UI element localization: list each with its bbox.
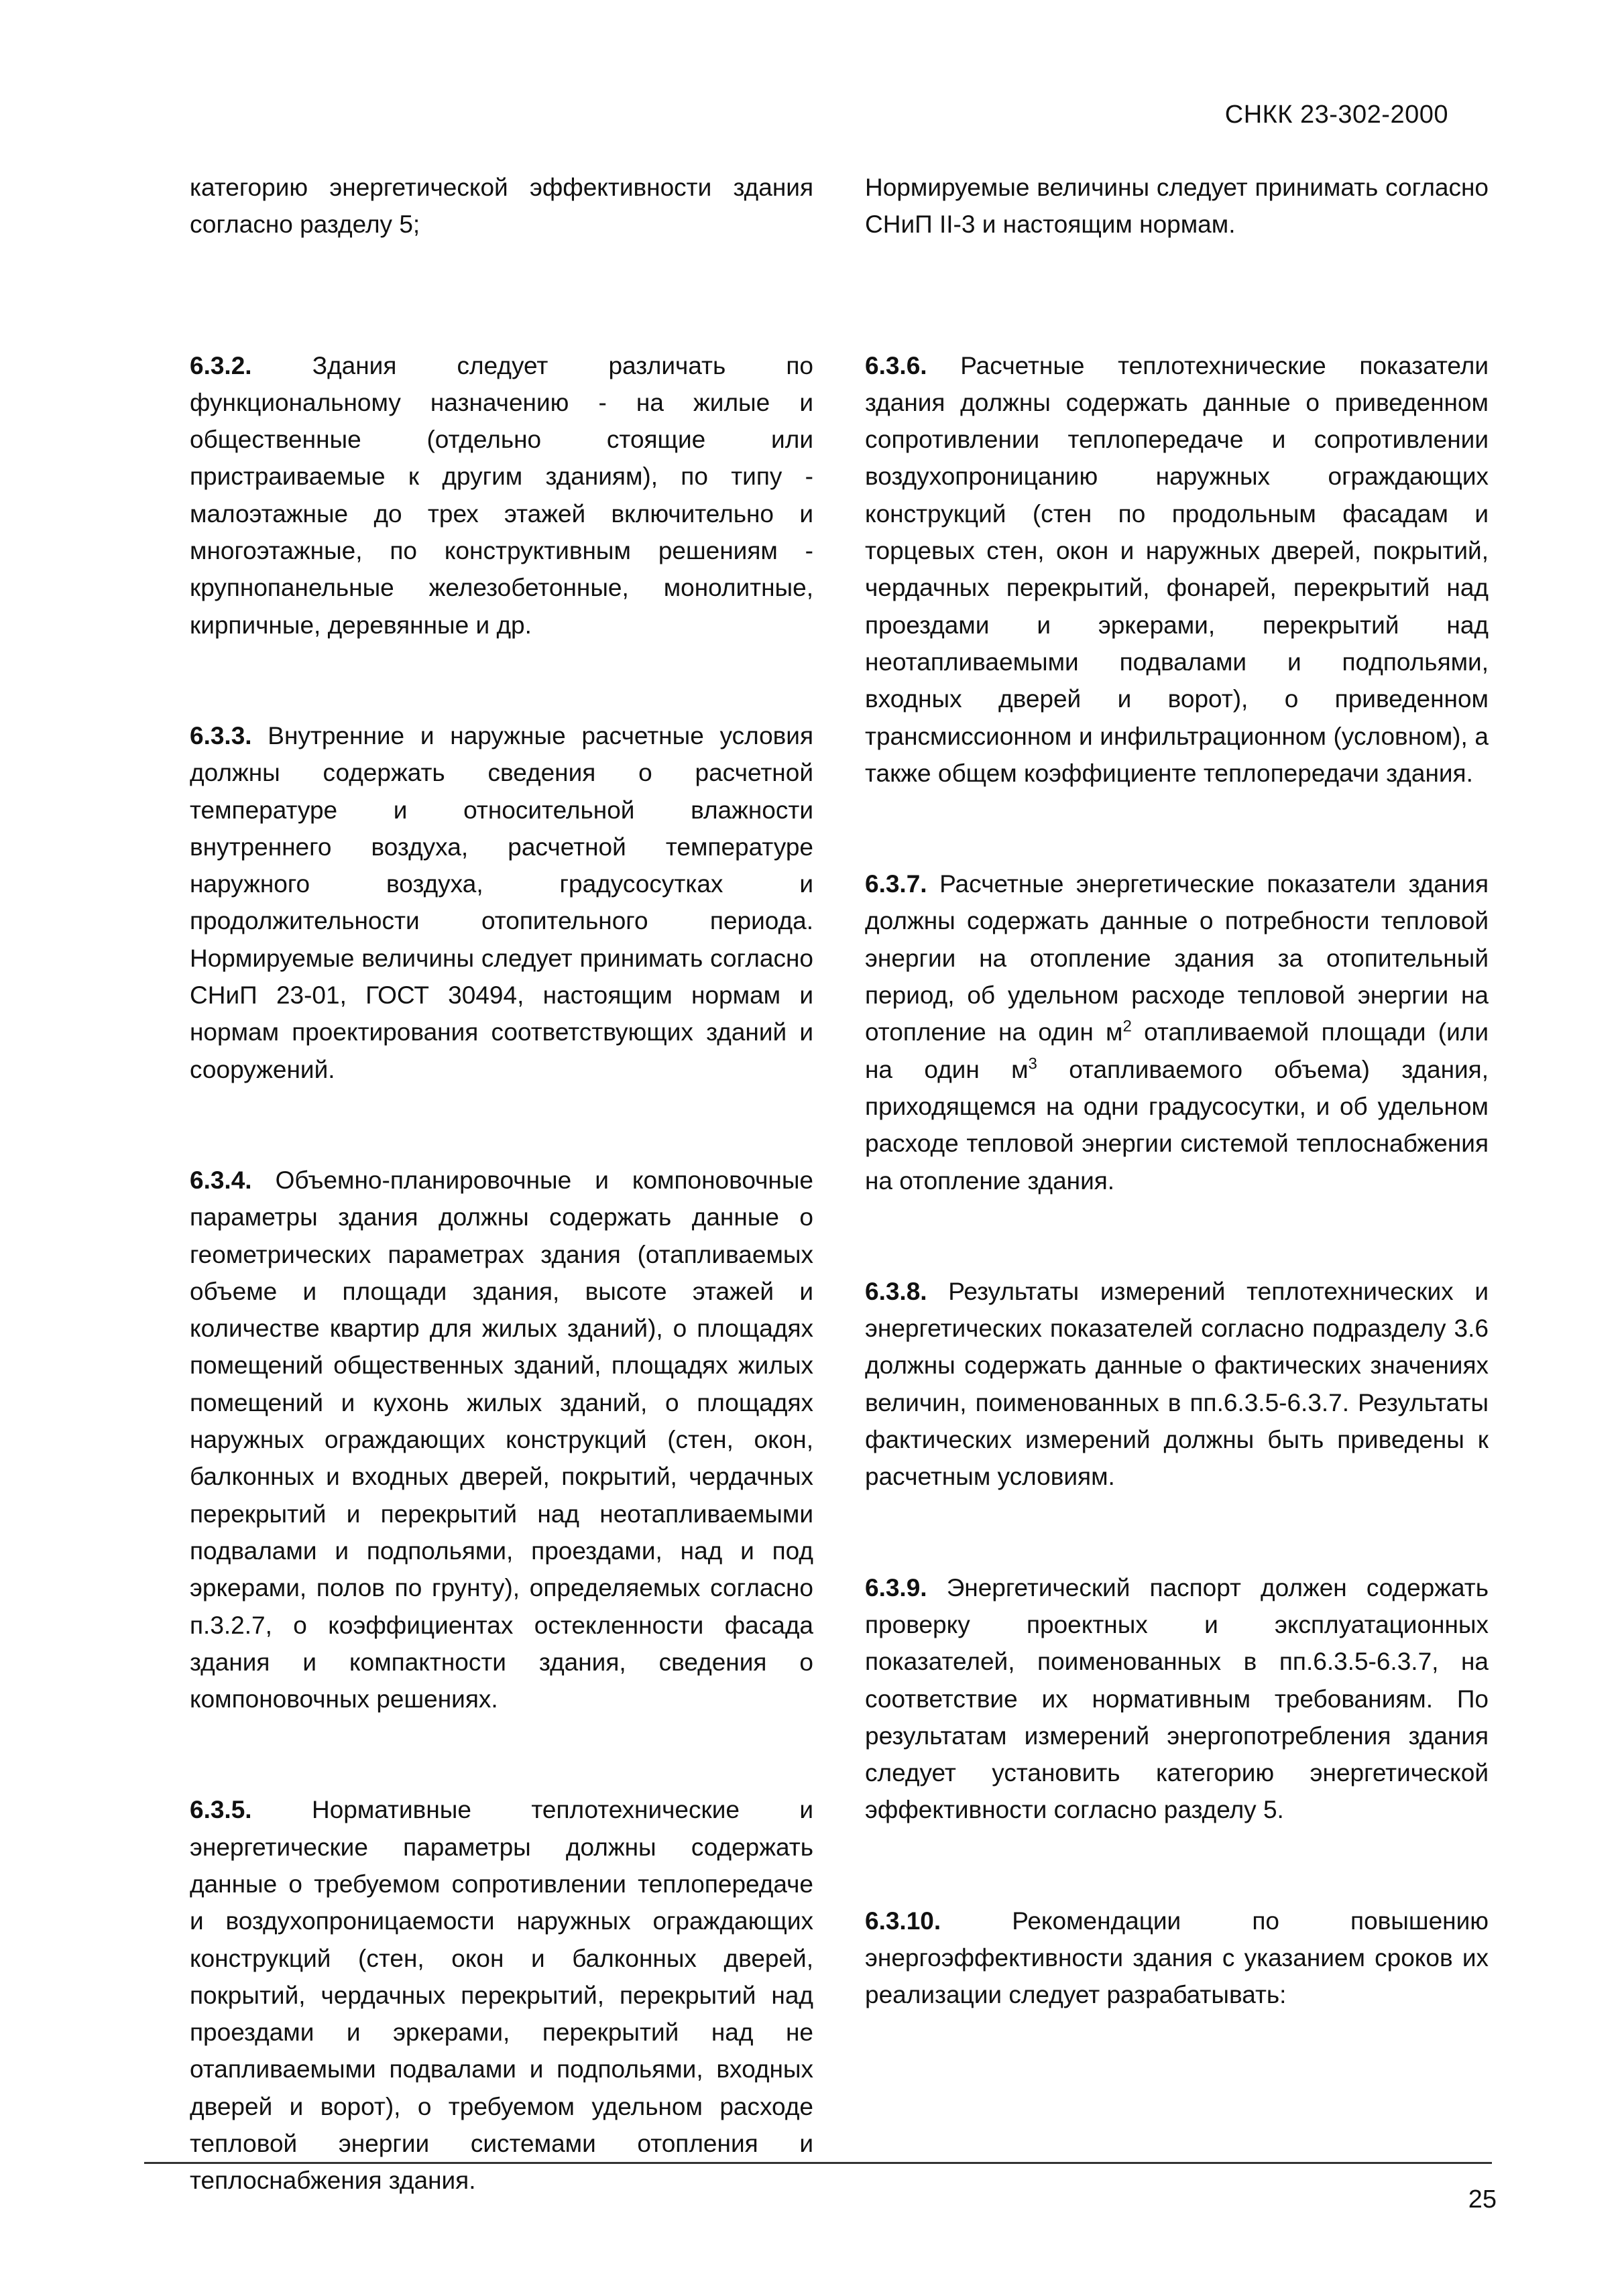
paragraph-6-3-6 xyxy=(865,347,1489,792)
paragraph-continuation-right xyxy=(865,169,1489,243)
paragraph-number: 6.3.9. xyxy=(865,1573,927,1602)
paragraph-6-3-3 xyxy=(190,717,813,1088)
paragraph-text: категорию энергетической эффективности здания согласно разделу 5; xyxy=(190,174,813,239)
paragraph-text: Энергетический паспорт должен содержать проверку проектных и эксплуатационных показателей, поименованных в пп.6.3.5-6.3.7, на соответствие их нормативным требованиям. По результатам измерений энергопотребления здания следует установить категорию энергетической эффективности согласно разделу 5. xyxy=(865,1573,1489,1824)
paragraph-6-3-9 xyxy=(865,1569,1489,1829)
paragraph-number: 6.3.6. xyxy=(865,351,927,379)
paragraph-text: Результаты измерений теплотехнических и энергетических показателей согласно подразделу 3.6 должны содержать данные о фактических значениях величин, поименованных в пп.6.3.5-6.3.7. Результаты фактических измерений должны быть приведены к расчетным условиям. xyxy=(865,1277,1489,1491)
paragraph-text: Здания следует различать по функциональному назначению - на жилые и общественные (отдельно стоящие или пристраиваемые к другим зданиям), по типу - малоэтажные до трех этажей включительно и многоэтажные, по конструктивным решениям - крупнопанельные железобетонные, монолитные, кирпичные, деревянные и др. xyxy=(190,351,813,639)
paragraph-text: Рекомендации по повышению энергоэффективности здания с указанием сроков их реализации следует разрабатывать: xyxy=(865,1907,1489,2009)
paragraph-text: Расчетные теплотехнические показатели здания должны содержать данные о приведенном сопротивлении теплопередаче и сопротивлении воздухопроницанию наружных ограждающих конструкций (стен по продольным фасадам и торцевых стен, окон и наружных дверей, покрытий, чердачных перекрытий, фонарей, перекрытий над проездами и эркерами, перекрытий над неотапливаемыми подвалами и подпольями, входных дверей и ворот), о приведенном трансмиссионном и инфильтрационном (условном), а также общем коэффициенте теплопередачи здания. xyxy=(865,351,1489,787)
paragraph-6-3-2 xyxy=(190,347,813,644)
paragraph-continuation xyxy=(190,169,813,243)
superscript: 2 xyxy=(1122,1018,1132,1036)
paragraph-number: 6.3.10. xyxy=(865,1907,941,1935)
paragraph-text: Расчетные энергетические показатели здания должны содержать данные о потребности тепловой энергии на отопление здания за отопительный период, об удельном расходе тепловой энергии на отопление на один м xyxy=(865,870,1489,1046)
paragraph-number: 6.3.3. xyxy=(190,721,252,749)
paragraph-text: отапливаемой площади (или на один м xyxy=(865,1018,1489,1083)
paragraph-text: Внутренние и наружные расчетные условия должны содержать сведения о расчетной температуре и относительной влажности внутреннего воздуха, расчетной температуре наружного воздуха, градусосутках и продолжительности отопительного периода. Нормируемые величины следует принимать согласно СНиП 23-01, ГОСТ 30494, настоящим нормам и нормам проектирования соответствующих зданий и сооружений. xyxy=(190,721,814,1083)
paragraph-6-3-5 xyxy=(190,1791,813,2199)
paragraph-6-3-10 xyxy=(865,1902,1489,2014)
paragraph-6-3-8 xyxy=(865,1273,1489,1496)
paragraph-number: 6.3.8. xyxy=(865,1277,927,1305)
footer-divider xyxy=(144,2162,1492,2164)
paragraph-text: Объемно-планировочные и компоновочные параметры здания должны содержать данные о геометрических параметрах здания (отапливаемых объеме и площади здания, высоте этажей и количестве квартир для жилых зданий), о площадях помещений общественных зданий, площадях жилых помещений и кухонь жилых зданий, о площадях наружных ограждающих конструкций (стен, окон, балконных и входных дверей, покрытий, чердачных перекрытий и перекрытий над неотапливаемыми подвалами и подпольями, проездами, над и под эркерами, полов по грунту), определяемых согласно п.3.2.7, о коэффициентах остекленности фасада здания и компактности здания, сведения о компоновочных решениях. xyxy=(190,1166,814,1713)
document-code-header: СНКК 23-302-2000 xyxy=(1224,101,1448,129)
paragraph-number: 6.3.2. xyxy=(190,351,252,379)
paragraph-6-3-7 xyxy=(865,865,1489,1199)
superscript: 3 xyxy=(1028,1054,1037,1073)
paragraph-text: отапливаемого объема) здания, приходящемся на одни градусосутки, и об удельном расходе тепловой энергии системой теплоснабжения на отопление здания. xyxy=(865,1055,1489,1195)
paragraph-text: Нормативные теплотехнические и энергетические параметры должны содержать данные о требуемом сопротивлении теплопередаче и воздухопроницаемости наружных ограждающих конструкций (стен, окон и балконных дверей, покрытий, чердачных перекрытий, перекрытий над проездами и эркерами, перекрытий над не отапливаемыми подвалами и подпольями, входных дверей и ворот), о требуемом удельном расходе тепловой энергии системами отопления и теплоснабжения здания. xyxy=(190,1796,814,2195)
paragraph-number: 6.3.7. xyxy=(865,870,927,898)
paragraph-6-3-4 xyxy=(190,1162,813,1717)
right-column xyxy=(865,169,1489,2088)
page-number: 25 xyxy=(1468,2185,1497,2214)
paragraph-text: Нормируемые величины следует принимать согласно СНиП II-3 и настоящим нормам. xyxy=(865,174,1489,239)
paragraph-number: 6.3.4. xyxy=(190,1166,252,1194)
left-column xyxy=(190,169,813,2273)
paragraph-number: 6.3.5. xyxy=(190,1796,252,1824)
